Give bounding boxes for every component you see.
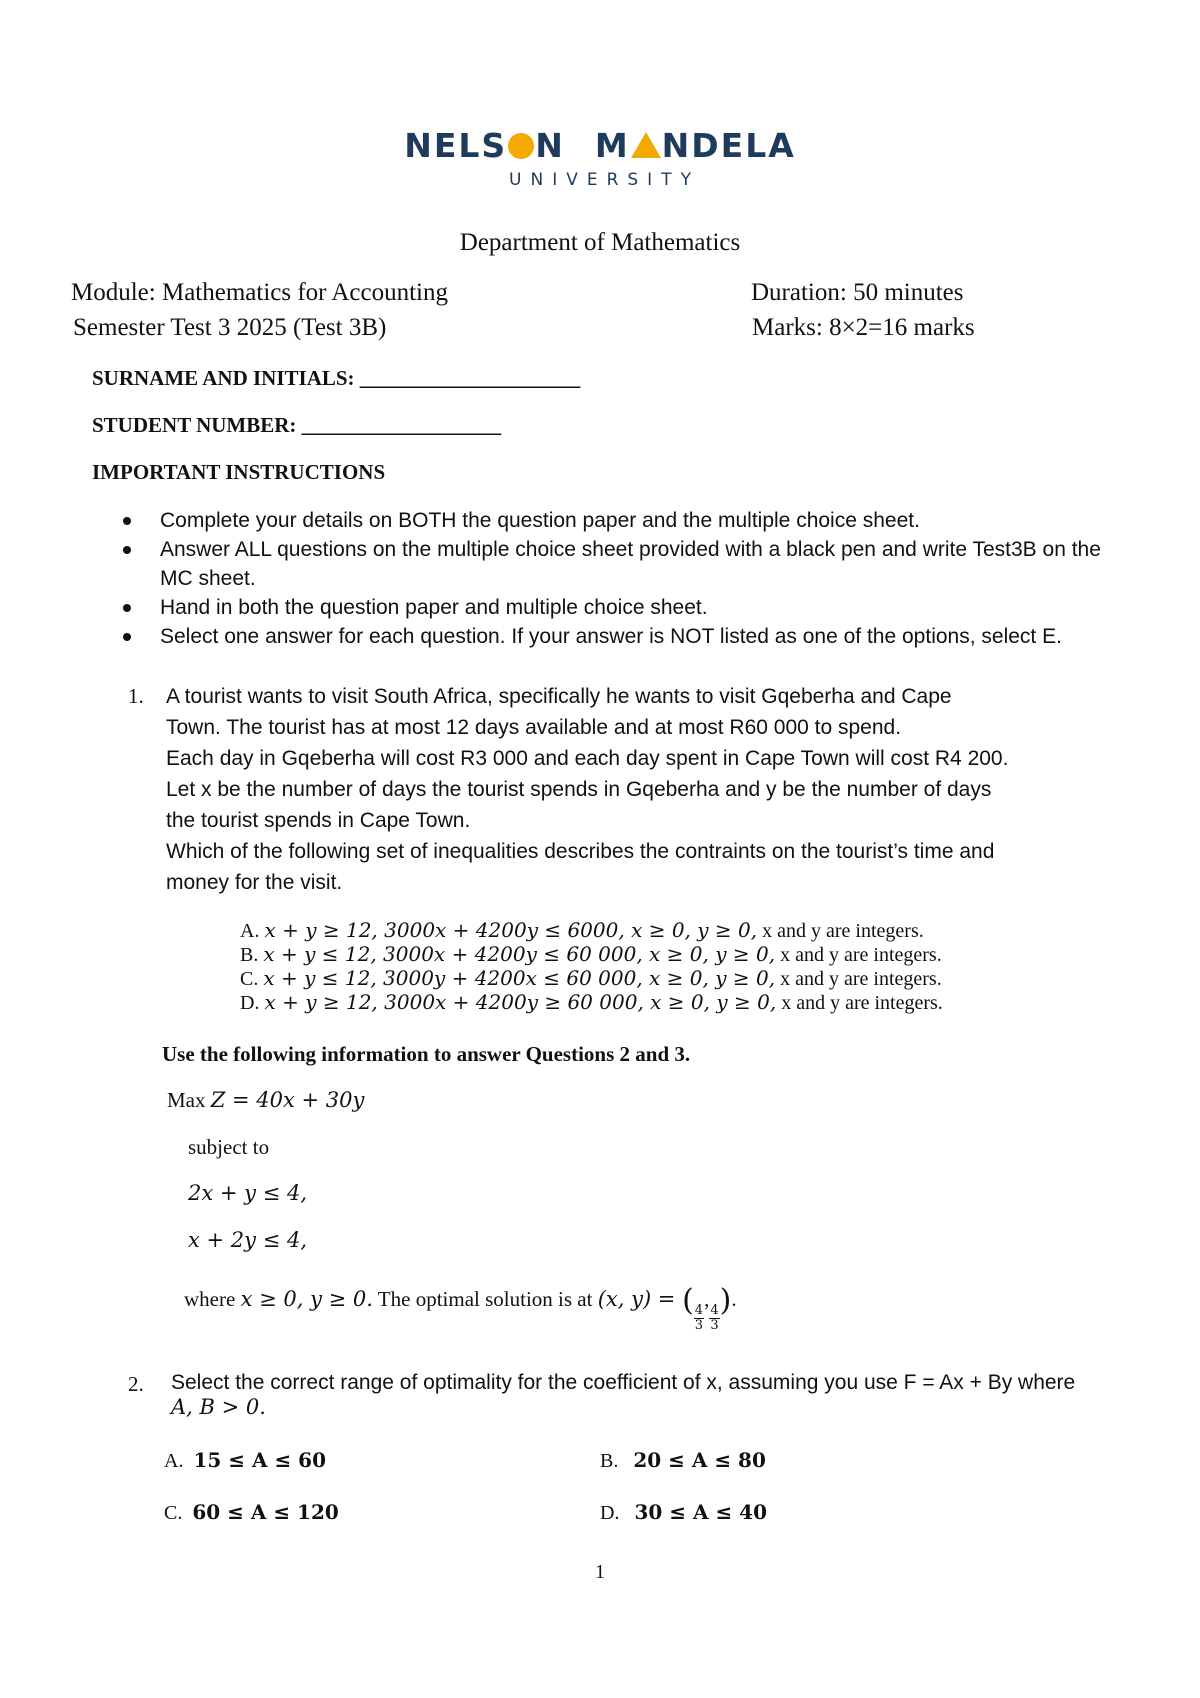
instruction-item: Answer ALL questions on the multiple choice sheet provided with a black pen and write Test3B on the MC sheet. [123, 535, 1163, 593]
instructions-list [123, 506, 1163, 651]
logo-university: UNIVERSITY [509, 170, 700, 190]
test-name: Semester Test 3 2025 (Test 3B) [73, 314, 387, 341]
instruction-item: Select one answer for each question. If your answer is NOT listed as one of the options, select E. [123, 622, 1163, 651]
page-number: 1 [595, 1561, 605, 1583]
logo-nelson: NELS N [404, 126, 565, 165]
question-2-number: 2. [128, 1372, 144, 1396]
lp-intro: Use the following information to answer Questions 2 and 3. [162, 1042, 691, 1066]
sun-dot-icon [508, 133, 534, 159]
lp-optimal-solution: where x ≥ 0, y ≥ 0. The optimal solution is at (x, y) = ( $\frac{4}{3}$ , $\frac{4}{3}$ ). [184, 1283, 737, 1333]
lp-constraint-2: x + 2y ≤ 4, [188, 1228, 307, 1252]
instruction-item: Hand in both the question paper and multiple choice sheet. [123, 593, 1163, 622]
q2-option-c: C. 60 ≤ A ≤ 120 [164, 1500, 339, 1524]
duration: Duration: 50 minutes [751, 279, 964, 306]
module-name: Module: Mathematics for Accounting [71, 279, 449, 306]
student-number-field[interactable]: STUDENT NUMBER: ___________________ [92, 413, 502, 437]
lp-subject-to: subject to [188, 1135, 270, 1159]
q2-option-a: A. 15 ≤ A ≤ 60 [164, 1448, 327, 1472]
surname-field[interactable]: SURNAME AND INITIALS: _____________________ [92, 366, 581, 390]
q2-option-b: B. 20 ≤ A ≤ 80 [600, 1448, 766, 1472]
question-2-text: Select the correct range of optimality for the coefficient of x, assuming you use F = Ax + By where A, B > 0. [171, 1371, 1076, 1419]
q1-option-a: A. x + y ≥ 12, 3000x + 4200y ≤ 6000, x ≥ 0, y ≥ 0, x and y are integers. [240, 918, 924, 942]
instructions-heading: IMPORTANT INSTRUCTIONS [92, 460, 386, 484]
q1-option-d: D. x + y ≥ 12, 3000x + 4200y ≥ 60 000, x ≥ 0, y ≥ 0, x and y are integers. [240, 990, 943, 1014]
logo-mandela: M NDELA [594, 126, 796, 165]
triangle-icon [631, 132, 661, 158]
question-1-number: 1. [128, 684, 144, 708]
department-title: Department of Mathematics [459, 229, 741, 256]
question-1-text: A tourist wants to visit South Africa, specifically he wants to visit Gqeberha and Cape Town. The tourist has at most 12 days available and at most R60 000 to spend. Each day in Gqeberha will cost R3 000 and each day spent in Cape Town will cost R4 200. Let x be the number of days the tourist spends in Gqeberha and y be the number of days the tourist spends in Cape Town. Which of the following set of inequalities describes the contraints on the tourist’s time and money for the visit. [166, 685, 1009, 894]
q1-option-c: C. x + y ≤ 12, 3000y + 4200x ≤ 60 000, x ≥ 0, y ≥ 0, x and y are integers. [240, 966, 942, 990]
marks: Marks: 8×2=16 marks [752, 314, 975, 341]
lp-objective: Max Z = 40x + 30y [167, 1088, 365, 1112]
q1-option-b: B. x + y ≤ 12, 3000x + 4200y ≤ 60 000, x ≥ 0, y ≥ 0, x and y are integers. [240, 942, 942, 966]
lp-constraint-1: 2x + y ≤ 4, [188, 1181, 307, 1205]
q2-option-d: D. 30 ≤ A ≤ 40 [600, 1500, 768, 1524]
university-logo [0, 126, 1200, 190]
instruction-item: Complete your details on BOTH the question paper and the multiple choice sheet. [123, 506, 1163, 535]
logo-wordmark [0, 126, 1200, 166]
